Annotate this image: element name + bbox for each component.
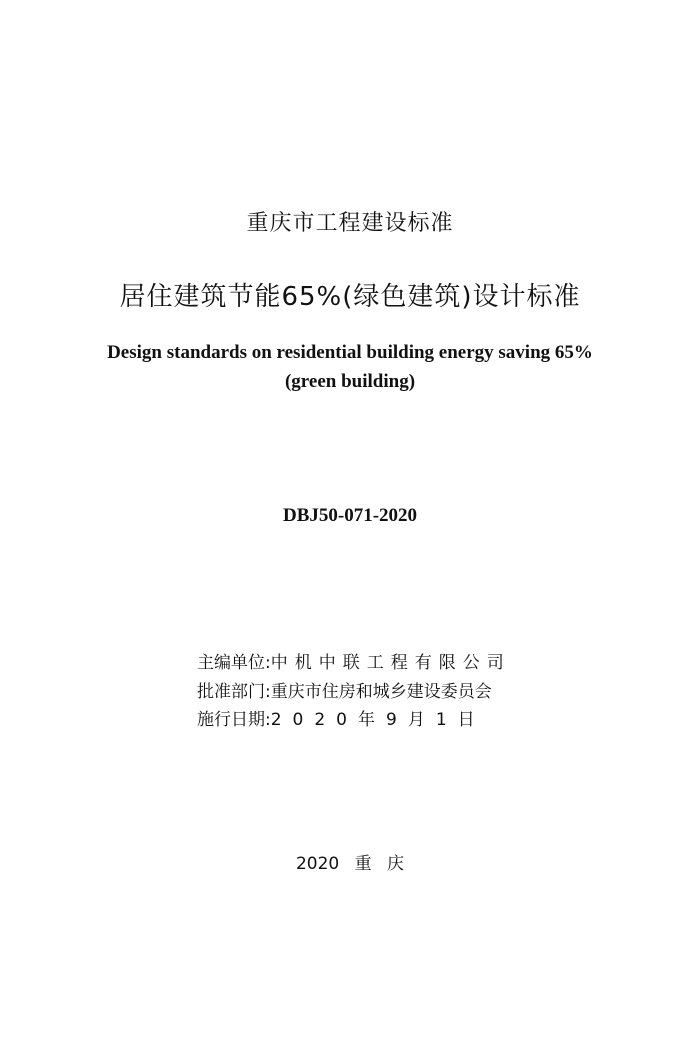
approver-separator: :: [265, 682, 271, 702]
editor-separator: :: [265, 653, 271, 673]
series-heading: 重庆市工程建设标准: [246, 211, 454, 236]
document-title-english-line-1: Design standards on residential building energy saving 65%: [107, 342, 593, 363]
effective-date-row: [197, 705, 537, 730]
document-title-english-line-2: (green building): [284, 371, 416, 392]
publication-year-and-place: 2020 重 庆: [295, 854, 405, 874]
effective-date-label: 施行日期: [197, 710, 265, 730]
effective-date-value: 2020年9月1日: [270, 710, 486, 730]
standard-code: DBJ50-071-2020: [282, 505, 418, 526]
approver-value: 重庆市住房和城乡建设委员会: [270, 682, 492, 702]
editor-value: 中机中联工程有限公司: [270, 653, 511, 673]
approver-row: [197, 677, 537, 702]
effective-date-separator: :: [265, 710, 271, 730]
editor-row: [197, 648, 537, 673]
editor-label: 主编单位: [197, 653, 265, 673]
document-title-chinese: 居住建筑节能65%(绿色建筑)设计标准: [119, 282, 581, 312]
approver-label: 批准部门: [197, 682, 265, 702]
